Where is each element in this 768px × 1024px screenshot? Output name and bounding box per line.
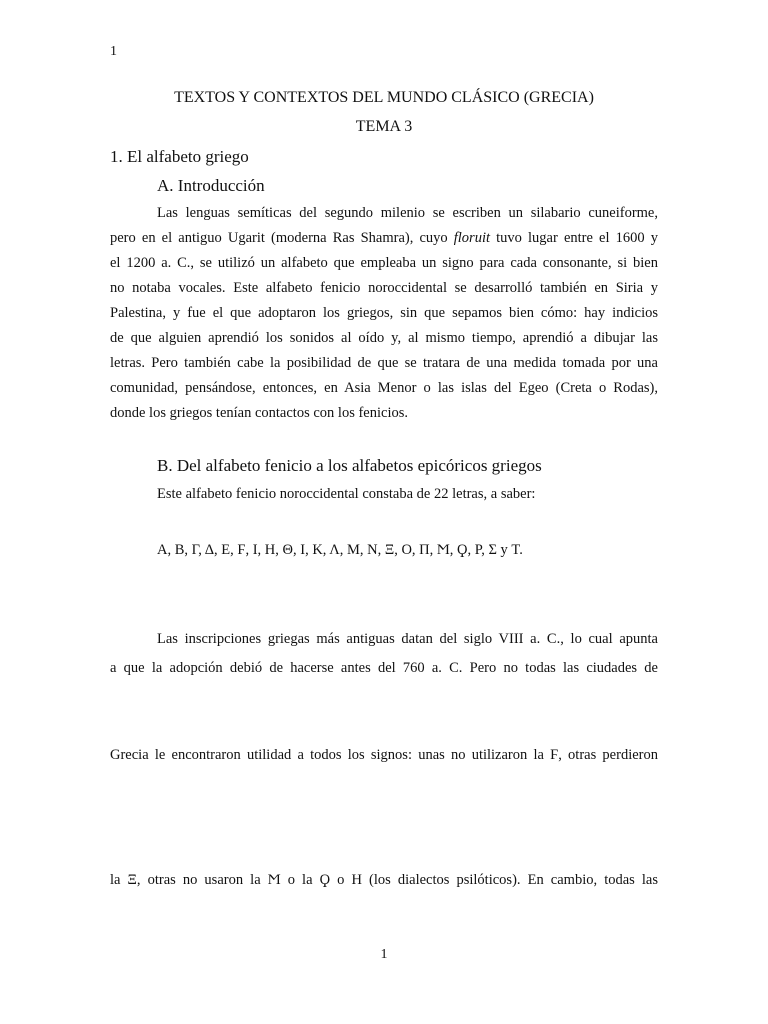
section-heading: 1. El alfabeto griego: [110, 147, 249, 166]
page-number-top: 1: [110, 44, 117, 59]
paragraph-line: Palestina, y fue el que adoptaron los griegos, sin que sepamos bien cómo: hay indicios: [110, 305, 658, 321]
paragraph-line: Las lenguas semíticas del segundo milenio se escriben un silabario cuneiforme,: [157, 205, 658, 221]
page-number-bottom: 1: [380, 947, 388, 962]
paragraph-line: Este alfabeto fenicio noroccidental constaba de 22 letras, a saber:: [157, 486, 536, 502]
paragraph-line: de que alguien aprendió los sonidos al oído y, al mismo tiempo, aprendió a dibujar las: [110, 330, 658, 346]
paragraph-line: comunidad, pensándose, entonces, en Asia Menor o las islas del Egeo (Creta o Rodas),: [110, 380, 658, 396]
paragraph-line: [110, 230, 658, 247]
italic-term: floruit: [453, 230, 491, 246]
paragraph-line: no notaba vocales. Este alfabeto fenicio noroccidental se desarrolló también en Siria y: [110, 280, 658, 296]
paragraph-line: Grecia le encontraron utilidad a todos los signos: unas no utilizaron la Ϝ, otras perdieron: [110, 747, 658, 763]
document-subtitle: TEMA 3: [355, 118, 413, 135]
paragraph-line: donde los griegos tenían contactos con los fenicios.: [110, 405, 408, 421]
document-title: TEXTOS Y CONTEXTOS DEL MUNDO CLÁSICO (GRECIA): [174, 89, 594, 106]
letter-list: Α, Β, Γ, Δ, Ε, Ϝ, Ι, Η, Θ, Ι, Κ, Λ, Μ, Ν, Ξ, Ο, Π, Ϻ, Ϙ, Ρ, Σ y Τ.: [157, 542, 523, 558]
text-fragment: tuvo lugar entre el 1600 y: [490, 230, 658, 246]
paragraph-line: Las inscripciones griegas más antiguas datan del siglo VIII a. C., lo cual apunta: [157, 631, 658, 647]
paragraph-line: el 1200 a. C., se utilizó un alfabeto que empleaba un signo para cada consonante, si bien: [110, 255, 658, 271]
subsection-a-heading: A. Introducción: [157, 176, 265, 195]
subsection-b-heading: B. Del alfabeto fenicio a los alfabetos epicóricos griegos: [157, 456, 542, 475]
text-fragment: pero en el antiguo Ugarit (moderna Ras Shamra), cuyo: [110, 230, 454, 246]
paragraph-line: a que la adopción debió de hacerse antes del 760 a. C. Pero no todas las ciudades de: [110, 660, 658, 676]
paragraph-line: la Ξ, otras no usaron la Ϻ o la Ϙ o Η (los dialectos psilóticos). En cambio, todas las: [110, 872, 658, 888]
paragraph-line: letras. Pero también cabe la posibilidad de que se tratara de una medida tomada por una: [110, 355, 658, 371]
